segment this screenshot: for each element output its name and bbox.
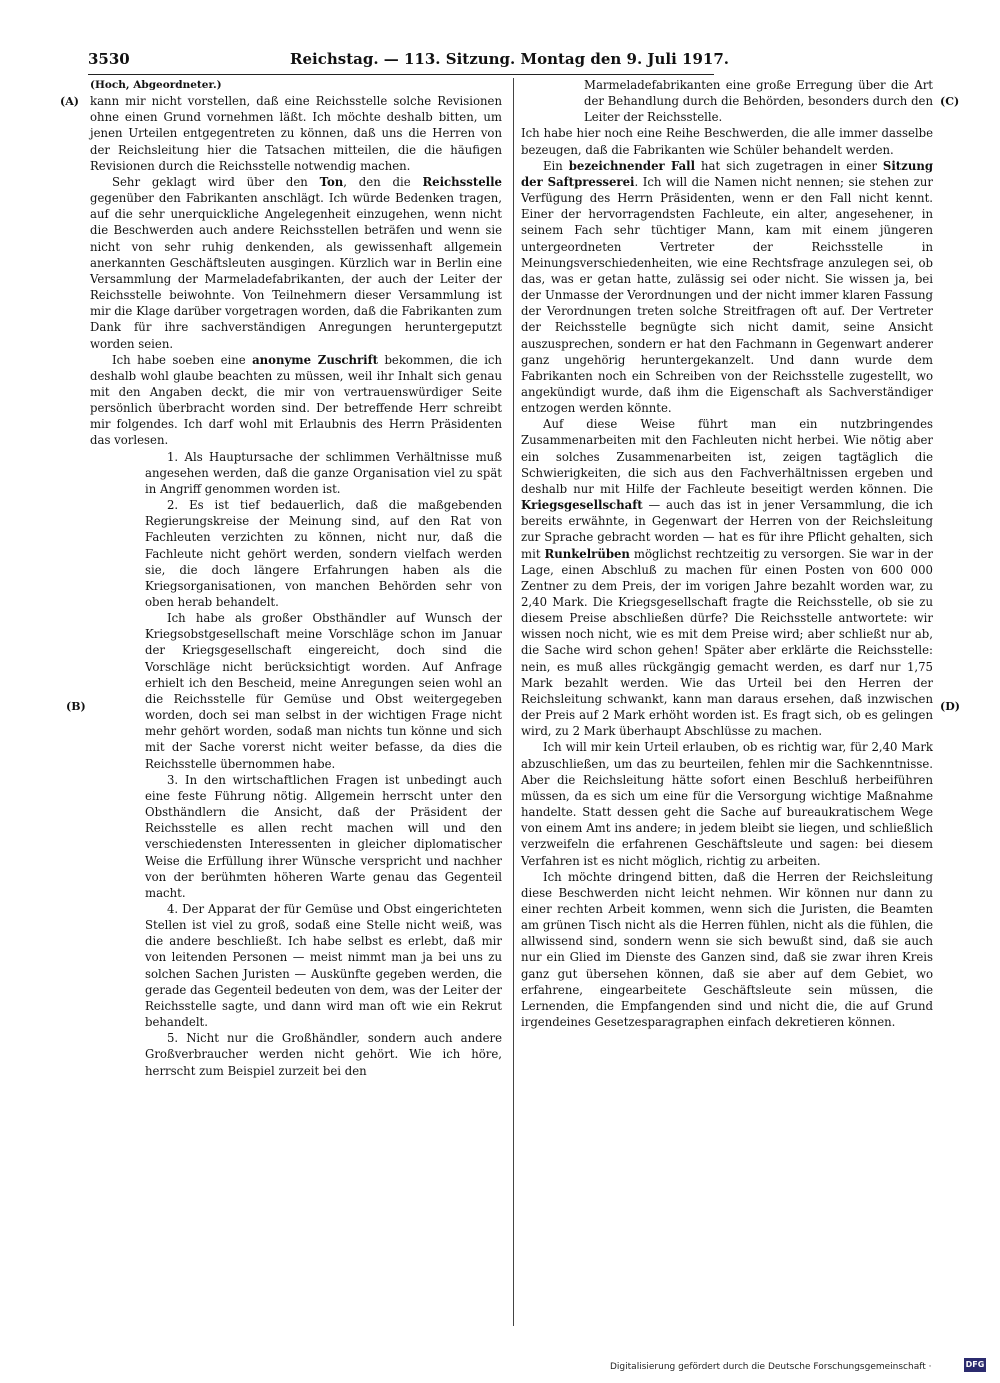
margin-marker-d: (D) (940, 700, 960, 713)
left-column (90, 77, 502, 1079)
running-title: Reichstag. — 113. Sitzung. Montag den 9. Juli 1917. (290, 50, 729, 68)
column-divider (513, 78, 514, 1326)
quoted-item-2: 2. Es ist tief bedauerlich, daß die maßgebenden Regierungskreise der Meinung sind, auf den Rat von Fachleuten verzichten zu können, nicht nur, daß die Fachleute nicht gehört werden, sondern vielfach werden sie, die doch längere Erfahrungen haben als die Kriegsorganisationen, von manchen Behörden sehr von oben herab behandelt. (145, 498, 502, 609)
quoted-item-4: 4. Der Apparat der für Gemüse und Obst eingerichteten Stellen ist viel zu groß, sodaß eine Stelle nicht weiß, was die andere beschließt. Ich habe selbst es erlebt, daß mir von leitenden Personen — meist nimmt man ja bei uns zu solchen Sachen Juristen — Auskünfte gegeben werden, die gerade das Gegenteil bedeuten von dem, was der Leiter der Reichsstelle sagte, und dann wird man oft wie ein Rekrut behandelt. (145, 901, 502, 1030)
speaker-label: (Hoch, Abgeordneter.) (90, 79, 222, 91)
dfg-logo: DFG (964, 1358, 986, 1372)
header-rule (88, 74, 714, 75)
paragraph: Ein bezeichnender Fall hat sich zugetragen in einer Sitzung der Saftpresserei. Ich will die Namen nicht nennen; sie stehen zur Verfügung des Herrn Präsidenten, wenn er den Fall nicht kennt. Einer der hervorragendsten Fachleute, ein alter, angesehener, in seinem Fach sehr tüchtiger Mann, kam mit einem jüngeren untergeordneten Vertreter der Reichsstelle in Meinungsverschiedenheiten, wie eine Rechtsfrage anzulegen sei, ob das, was er getan hatte, zulässig sei oder nicht. Sie wissen ja, bei der Unmasse der Verordnungen und der nicht immer klaren Fassung der Verordnungen treten solche Streitfragen oft auf. Der Vertreter der Reichsstelle begnügte sich nicht damit, seine Ansicht auszusprechen, sondern er hat den Fachmann in Gegenwart anderer ganz ungehörig heruntergekanzelt. Und dann wurde dem Fabrikanten noch ein Schreiben von der Reichsstelle zugestellt, wo angekündigt wurde, daß ihm die Eigenschaft als Sachverständiger entzogen werden könnte. (521, 158, 933, 416)
page-number: 3530 (88, 50, 130, 68)
quoted-item-3: 3. In den wirtschaftlichen Fragen ist unbedingt auch eine feste Führung nötig. Allgemein herrscht unter den Obsthändlern die Ansicht, daß der Präsident der Reichsstelle es allen recht machen will und den verschiedensten Interessenten in gleicher diplomatischer Weise die Erfüllung ihrer Wünsche verspricht und nachher von der berühmten höheren Warte genau das Gegenteil macht. (145, 772, 502, 900)
quoted-item-5-continued: Marmeladefabrikanten eine große Erregung über die Art der Behandlung durch die Behörden, besonders durch den Leiter der Reichsstelle. (584, 78, 933, 125)
paragraph: Ich möchte dringend bitten, daß die Herren der Reichsleitung diese Beschwerden nicht leicht nehmen. Wir können nur dann zu einer rechten Arbeit kommen, wenn sich die Juristen, die Beamten am grünen Tisch nicht als die Herren fühlen, nicht als die fühlen, die allwissend sind, sondern wenn sie sich bewußt sind, daß sie auch nur ein Glied im Dienste des Ganzen sind, daß sie zwar ihren Kreis ganz gut übersehen können, daß sie aber auf dem Gebiet, wo erfahrene, eingearbeitete Geschäftsleute sein müssen, die Lernenden, die Empfangenden sind und nicht die, die auf Grund irgendeines Gesetzesparagraphen einfach dekretieren können. (521, 869, 933, 1030)
paragraph: Auf diese Weise führt man ein nutzbringendes Zusammenarbeiten mit den Fachleuten nicht herbei. Wie nötig aber ein solches Zusammenarbeiten ist, zeigen tagtäglich die Schwierigkeiten, die sich aus den Fachverhältnissen ergeben und deshalb nur mit Hilfe der Fachleute beseitigt werden können. Die Kriegsgesellschaft — auch das ist in jener Versammlung, die ich bereits erwähnte, in Gegenwart der Herren von der Reichsleitung zur Sprache gebracht worden — hat es für ihre Pflicht gehalten, sich mit Runkelrüben möglichst rechtzeitig zu versorgen. Sie war in der Lage, einen Abschluß zu machen für einen Posten von 600 000 Zentner zu dem Preis, der im vorigen Jahre bezahlt worden war, zu 2,40 Mark. Die Kriegsgesellschaft fragte die Reichsstelle, ob sie zu diesem Preise abschließen dürfe? Die Reichsstelle antwortete: wir wissen noch nicht, wie es mit dem Preise wird; aber schließt nur ab, die Sache wird schon gehen! Später aber erklärte die Reichsstelle: nein, es muß alles rückgängig gemacht werden, es darf nur 1,75 Mark bezahlt werden. Wie das Urteil bei den Herren der Reichsleitung schwankt, kann man daraus ersehen, daß inzwischen der Preis auf 2 Mark erhöht worden ist. Es fragt sich, ob es gelingen wird, zu 2 Mark überhaupt Abschlüsse zu machen. (521, 417, 933, 739)
margin-marker-a: (A) (60, 95, 79, 108)
quoted-item-2-continued: Ich habe als großer Obsthändler auf Wunsch der Kriegsobstgesellschaft meine Vorschläge schon im Januar der Kriegsgesellschaft eingereicht, doch sind die Vorschläge nicht berücksichtigt worden. Auf Anfrage erhielt ich den Bescheid, meine Anregungen seien wohl an die Reichsstelle für Gemüse und Obst weitergegeben worden, doch sei man selbst in der wichtigen Frage nicht mehr gehört worden, sodaß man nichts tun könne und sich mit der Sache vorerst nicht weiter befasse, da dies die Reichsstelle übernommen habe. (145, 611, 502, 771)
digitization-credit: Digitalisierung gefördert durch die Deutsche Forschungsgemeinschaft · (610, 1362, 932, 1372)
paragraph: Ich habe hier noch eine Reihe Beschwerden, die alle immer dasselbe bezeugen, daß die Fabrikanten wie Schüler behandelt werden. (521, 126, 933, 157)
margin-marker-b: (B) (66, 700, 86, 713)
paragraph: Ich will mir kein Urteil erlauben, ob es richtig war, für 2,40 Mark abzuschließen, um das zu beurteilen, fehlen mir die Sachkenntnisse. Aber die Reichsleitung hätte sofort einen Beschluß herbeiführen müssen, da es sich um eine für die Versorgung wichtige Maßnahme handelte. Statt dessen geht die Sache auf bureaukratischem Wege von einem Amt ins andere; in jedem bleibt sie liegen, und schließlich verzweifeln die erfahrenen Geschäftsleute und sagen: bei diesem Verfahren ist es nicht möglich, richtig zu arbeiten. (521, 740, 933, 868)
page-header (88, 50, 729, 72)
margin-marker-c: (C) (940, 95, 960, 108)
paragraph: kann mir nicht vorstellen, daß eine Reichsstelle solche Revisionen ohne einen Grund vornehmen läßt. Ich möchte deshalb bitten, um jenen Urteilen entgegentreten zu können, daß uns die Herren von der Reichsleitung hier die Tatsachen mitteilen, die die häufigen Revisionen durch die Reichsstelle notwendig machen. (90, 94, 502, 173)
paragraph: Ich habe soeben eine anonyme Zuschrift bekommen, die ich deshalb wohl glaube beachten zu müssen, weil ihr Inhalt sich genau mit den Angaben deckt, die mir von vertrauenswürdiger Seite persönlich überbracht worden sind. Der betreffende Herr schreibt mir folgendes. Ich darf wohl mit Erlaubnis des Herrn Präsidenten das vorlesen. (90, 352, 503, 448)
quoted-item-1: 1. Als Hauptursache der schlimmen Verhältnisse muß angesehen werden, daß die ganze Organisation viel zu spät in Angriff genommen worden ist. (145, 449, 502, 496)
right-column (521, 77, 933, 1030)
quoted-item-5: 5. Nicht nur die Großhändler, sondern auch andere Großverbraucher werden nicht gehört. Wie ich höre, herrscht zum Beispiel zurzeit bei den (145, 1031, 502, 1078)
paragraph: Sehr geklagt wird über den Ton, den die Reichsstelle gegenüber den Fabrikanten anschlägt. Ich würde Bedenken tragen, auf die sehr unerquickliche Angelegenheit einzugehen, wenn nicht die Beschwerden auch andere Reichsstellen beträfen und wenn sie nicht von sehr ruhig denkenden, als gewissenhaft allgemein anerkannten Geschäftsleuten ausgingen. Kürzlich war in Berlin eine Versammlung der Marmeladefabrikanten, der auch der Leiter der Reichsstelle beiwohnte. Von Teilnehmern dieser Versammlung ist mir die Klage darüber vorgetragen worden, daß die Fabrikanten zum Dank für ihre sachverständigen Anregungen heruntergeputzt worden seien. (90, 174, 502, 351)
